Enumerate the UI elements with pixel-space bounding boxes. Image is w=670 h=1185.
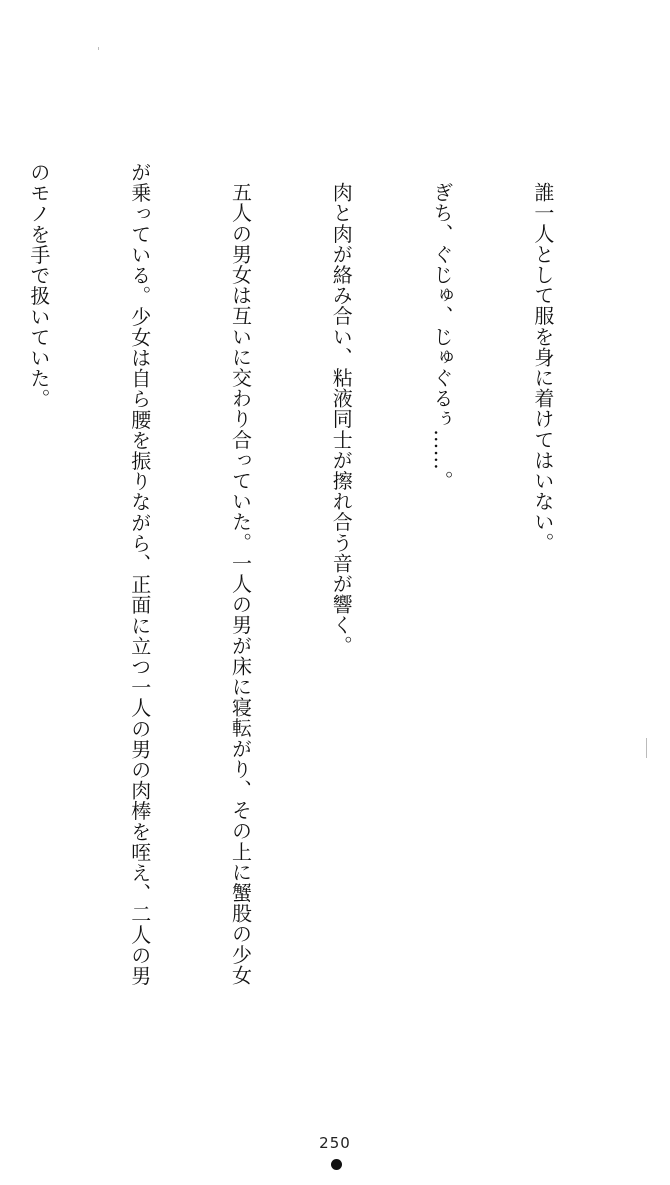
text-line: が乗っている。少女は自ら腰を振りながら、正面に立つ一人の男の肉棒を咥え、二人の男 bbox=[127, 162, 152, 986]
text-line: のモノを手で扱いていた。 bbox=[26, 162, 51, 410]
text-line: ぎち、ぐじゅ、じゅぐるぅ……。 bbox=[430, 182, 455, 491]
text-line: 肉と肉が絡み合い、粘液同士が擦れ合う音が響く。 bbox=[329, 182, 354, 656]
vertical-text-block bbox=[26, 162, 626, 1032]
scan-speck bbox=[646, 738, 647, 758]
scan-speck bbox=[98, 47, 99, 50]
page-number: 250 bbox=[319, 1134, 351, 1152]
text-line: 誰一人として服を身に着けてはいない。 bbox=[530, 182, 555, 553]
text-line: 五人の男女は互いに交わり合っていた。一人の男が床に寝転がり、その上に蟹股の少女 bbox=[228, 182, 253, 986]
page-dot-ornament bbox=[331, 1159, 342, 1170]
